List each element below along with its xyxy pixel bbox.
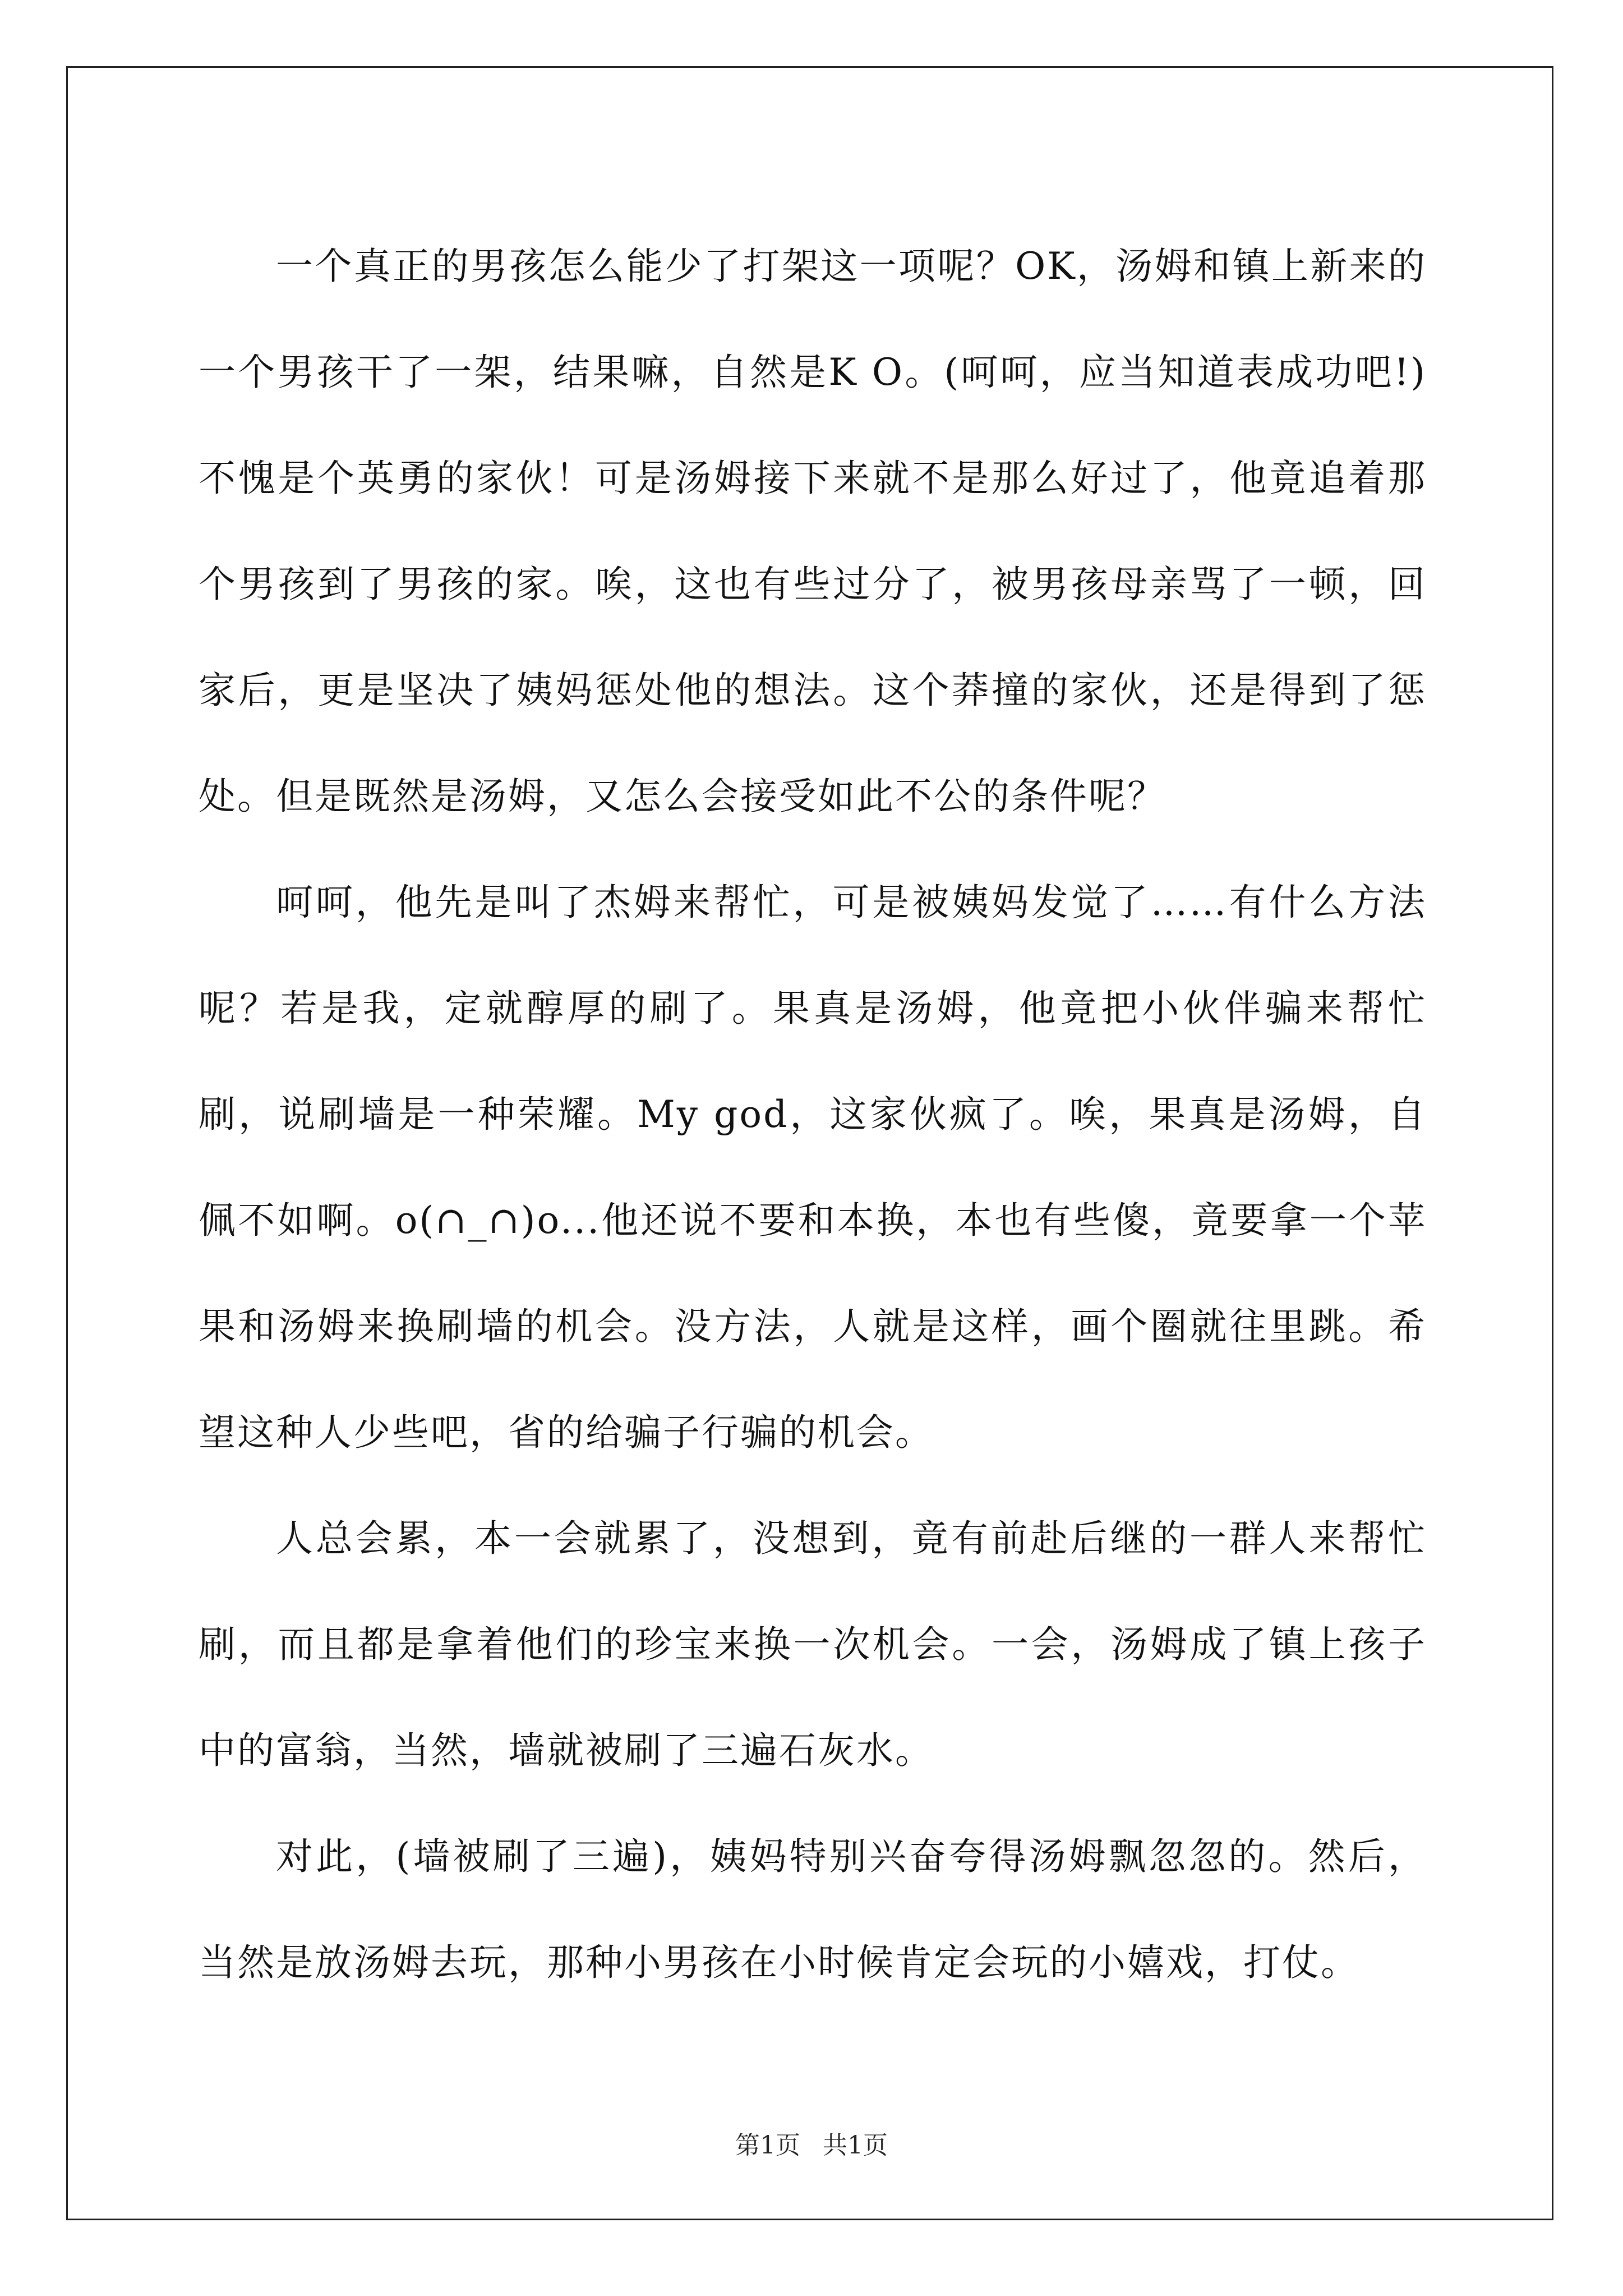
paragraph-4: 对此，(墙被刷了三遍)，姨妈特别兴奋夸得汤姆飘忽忽的。然后，当然是放汤姆去玩，那种小男孩在小时候肯定会玩的小嬉戏，打仗。 [199, 1835, 1427, 1984]
page-number: 第1页 [735, 2131, 800, 2160]
paragraph-3: 人总会累，本一会就累了，没想到，竟有前赴后继的一群人来帮忙刷，而且都是拿着他们的珍宝来换一次机会。一会，汤姆成了镇上孩子中的富翁，当然，墙就被刷了三遍石灰水。 [199, 1517, 1427, 1772]
paragraph-1: 一个真正的男孩怎么能少了打架这一项呢？OK，汤姆和镇上新来的一个男孩干了一架，结果嘛，自然是K O。(呵呵，应当知道表成功吧!)不愧是个英勇的家伙！可是汤姆接下来就不是那么好过了，他竟追着那个男孩到了男孩的家。唉，这也有些过分了，被男孩母亲骂了一顿，回家后，更是坚决了姨妈惩处他的想法。这个莽撞的家伙，还是得到了惩处。但是既然是汤姆，又怎么会接受如此不公的条件呢？ [199, 245, 1427, 818]
page-total: 共1页 [823, 2131, 888, 2160]
document-body [199, 213, 1427, 2016]
page-footer [0, 2125, 1623, 2161]
paragraph-2: 呵呵，他先是叫了杰姆来帮忙，可是被姨妈发觉了……有什么方法呢？若是我，定就醇厚的刷了。果真是汤姆，他竟把小伙伴骗来帮忙刷，说刷墙是一种荣耀。My god，这家伙疯了。唉，果真是汤姆，自佩不如啊。o(∩_∩)o...他还说不要和本换，本也有些傻，竟要拿一个苹果和汤姆来换刷墙的机会。没方法，人就是这样，画个圈就往里跳。希望这种人少些吧，省的给骗子行骗的机会。 [199, 881, 1427, 1454]
